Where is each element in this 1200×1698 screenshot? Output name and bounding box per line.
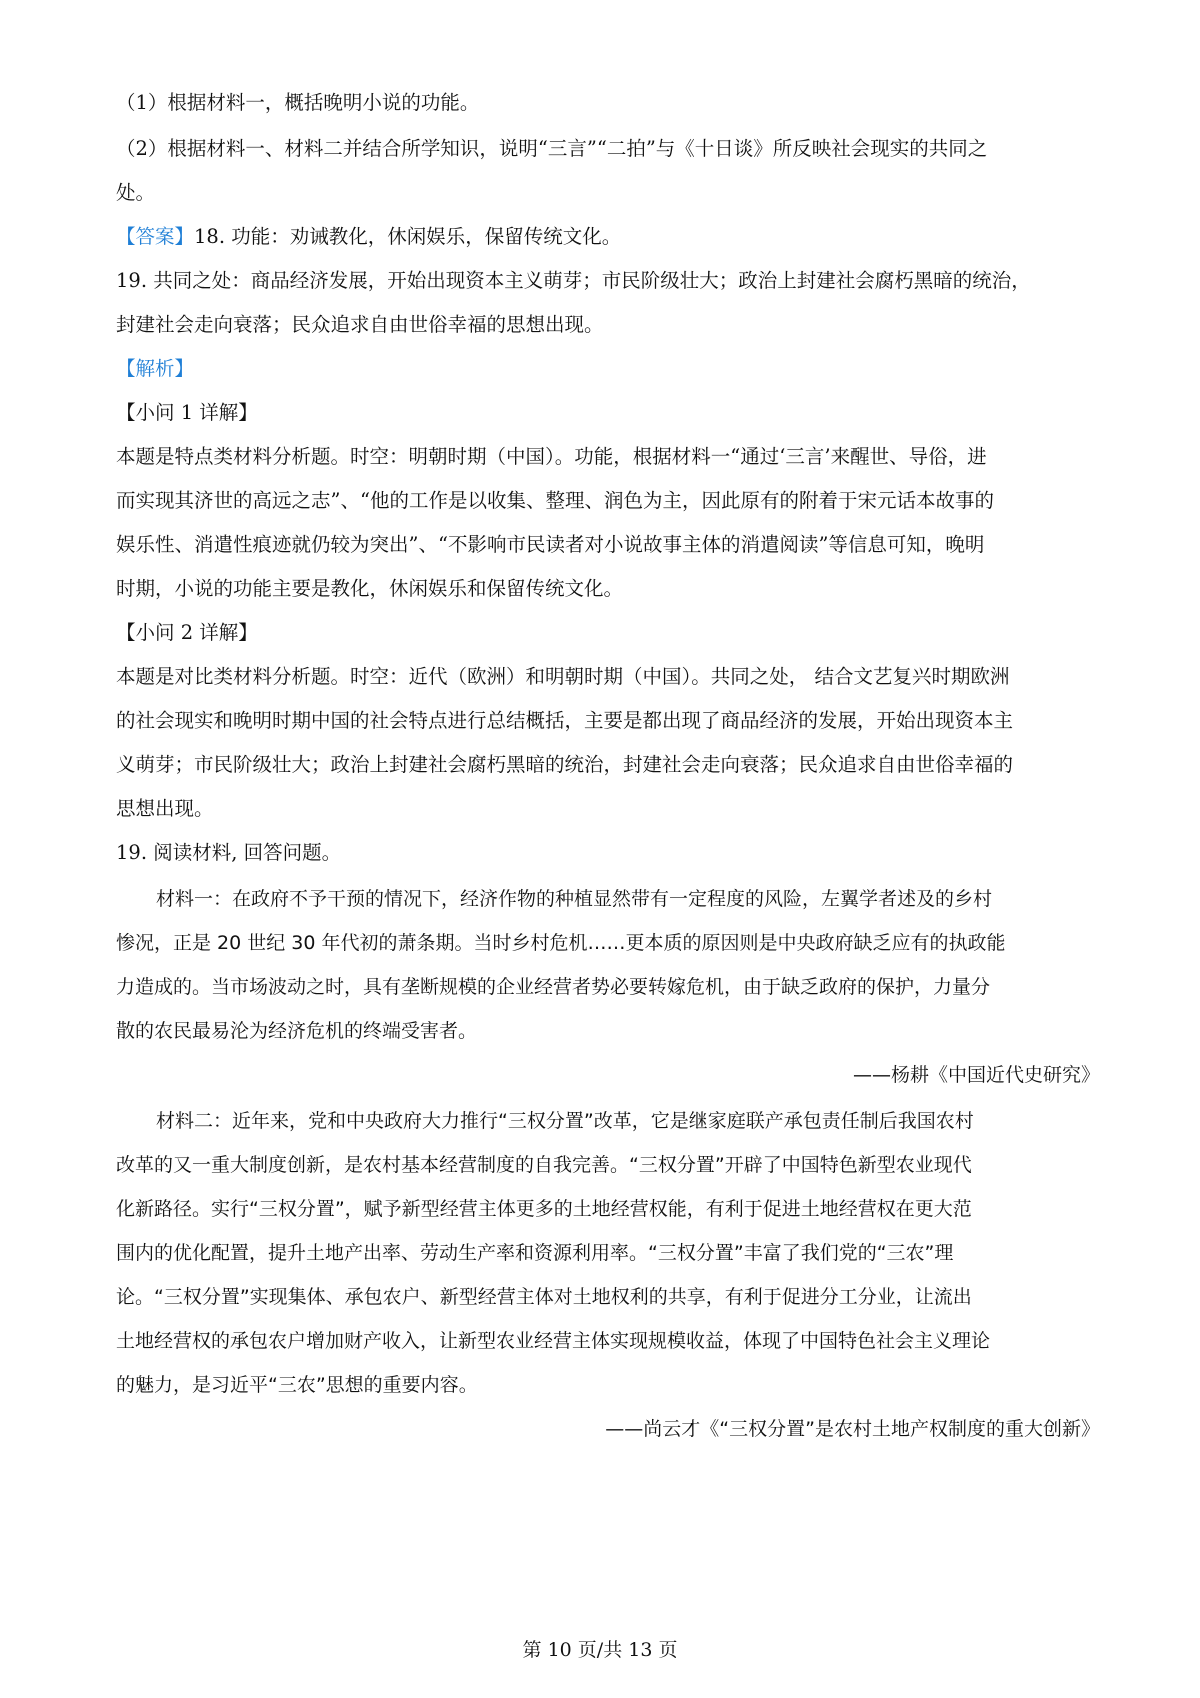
material-2-line: 论。“三权分置”实现集体、承包农户、新型经营主体对土地权利的共享，有利于促进分工分业，让流出	[116, 1286, 972, 1308]
material-1-line: 惨况，正是 20 世纪 30 年代初的萧条期。当时乡村危机……更本质的原因则是中央政府缺乏应有的执政能	[116, 932, 1006, 954]
sub-question-1-line: 时期，小说的功能主要是教化，休闲娱乐和保留传统文化。	[116, 577, 624, 600]
material-2-line: 化新路径。实行“三权分置”，赋予新型经营主体更多的土地经营权能，有利于促进土地经营权在更大范	[116, 1198, 972, 1220]
sub-question-1-line: 本题是特点类材料分析题。时空：明朝时期（中国）。功能，根据材料一“通过‘三言’来醒世、导俗，进	[116, 445, 987, 468]
material-1-line: 散的农民最易沦为经济危机的终端受害者。	[116, 1020, 478, 1042]
question-2-line-2: 处。	[116, 181, 156, 204]
sub-question-2-line: 思想出现。	[116, 797, 214, 820]
answer-19-line-2: 封建社会走向衰落；民众追求自由世俗幸福的思想出现。	[116, 313, 604, 336]
question-1: （1）根据材料一，概括晚明小说的功能。	[116, 91, 480, 114]
analysis-tag: 【解析】	[116, 357, 195, 380]
material-2-line: 围内的优化配置，提升土地产出率、劳动生产率和资源利用率。“三权分置”丰富了我们党的“三农”理	[116, 1242, 954, 1264]
sub-question-2-title: 【小问 2 详解】	[116, 621, 258, 644]
page-number: 第 10 页/共 13 页	[522, 1639, 678, 1661]
material-2-source: ——尚云才《“三权分置”是农村土地产权制度的重大创新》	[605, 1418, 1100, 1440]
material-1-line: 力造成的。当市场波动之时，具有垄断规模的企业经营者势必要转嫁危机，由于缺乏政府的保护，力量分	[116, 976, 991, 998]
material-2-line: 材料二：近年来，党和中央政府大力推行“三权分置”改革，它是继家庭联产承包责任制后我国农村	[156, 1110, 974, 1132]
material-2-line: 土地经营权的承包农户增加财产收入，让新型农业经营主体实现规模收益，体现了中国特色社会主义理论	[116, 1330, 991, 1352]
question-19-heading: 19. 阅读材料, 回答问题。	[116, 841, 342, 864]
answer-18-text: 18. 功能：劝诫教化，休闲娱乐，保留传统文化。	[194, 225, 622, 248]
sub-question-2-line: 义萌芽；市民阶级壮大；政治上封建社会腐朽黑暗的统治，封建社会走向衰落；民众追求自由世俗幸福的	[116, 753, 1014, 776]
material-2-line: 的魅力，是习近平“三农”思想的重要内容。	[116, 1374, 478, 1396]
sub-question-2-line: 本题是对比类材料分析题。时空：近代（欧洲）和明朝时期（中国）。共同之处， 结合文艺复兴时期欧洲	[116, 665, 1010, 688]
material-1-source: ——杨耕《中国近代史研究》	[852, 1064, 1100, 1086]
material-2-line: 改革的又一重大制度创新，是农村基本经营制度的自我完善。“三权分置”开辟了中国特色新型农业现代	[116, 1154, 972, 1176]
answer-19-line-1: 19. 共同之处：商品经济发展，开始出现资本主义萌芽；市民阶级壮大；政治上封建社会腐朽黑暗的统治，	[116, 269, 1031, 292]
sub-question-1-line: 娱乐性、消遣性痕迹就仍较为突出”、“不影响市民读者对小说故事主体的消遣阅读”等信息可知，晚明	[116, 533, 985, 556]
answer-line-18	[116, 222, 621, 252]
answer-tag: 【答案】	[116, 225, 195, 248]
sub-question-2-line: 的社会现实和晚明时期中国的社会特点进行总结概括，主要是都出现了商品经济的发展，开始出现资本主	[116, 709, 1014, 732]
sub-question-1-title: 【小问 1 详解】	[116, 401, 258, 424]
sub-question-1-line: 而实现其济世的高远之志”、“他的工作是以收集、整理、润色为主，因此原有的附着于宋元话本故事的	[116, 489, 994, 512]
question-2-line-1: （2）根据材料一、材料二并结合所学知识，说明“三言”“二拍”与《十日谈》所反映社会现实的共同之	[116, 137, 988, 160]
material-1-line: 材料一：在政府不予干预的情况下，经济作物的种植显然带有一定程度的风险，左翼学者述及的乡村	[156, 888, 993, 910]
